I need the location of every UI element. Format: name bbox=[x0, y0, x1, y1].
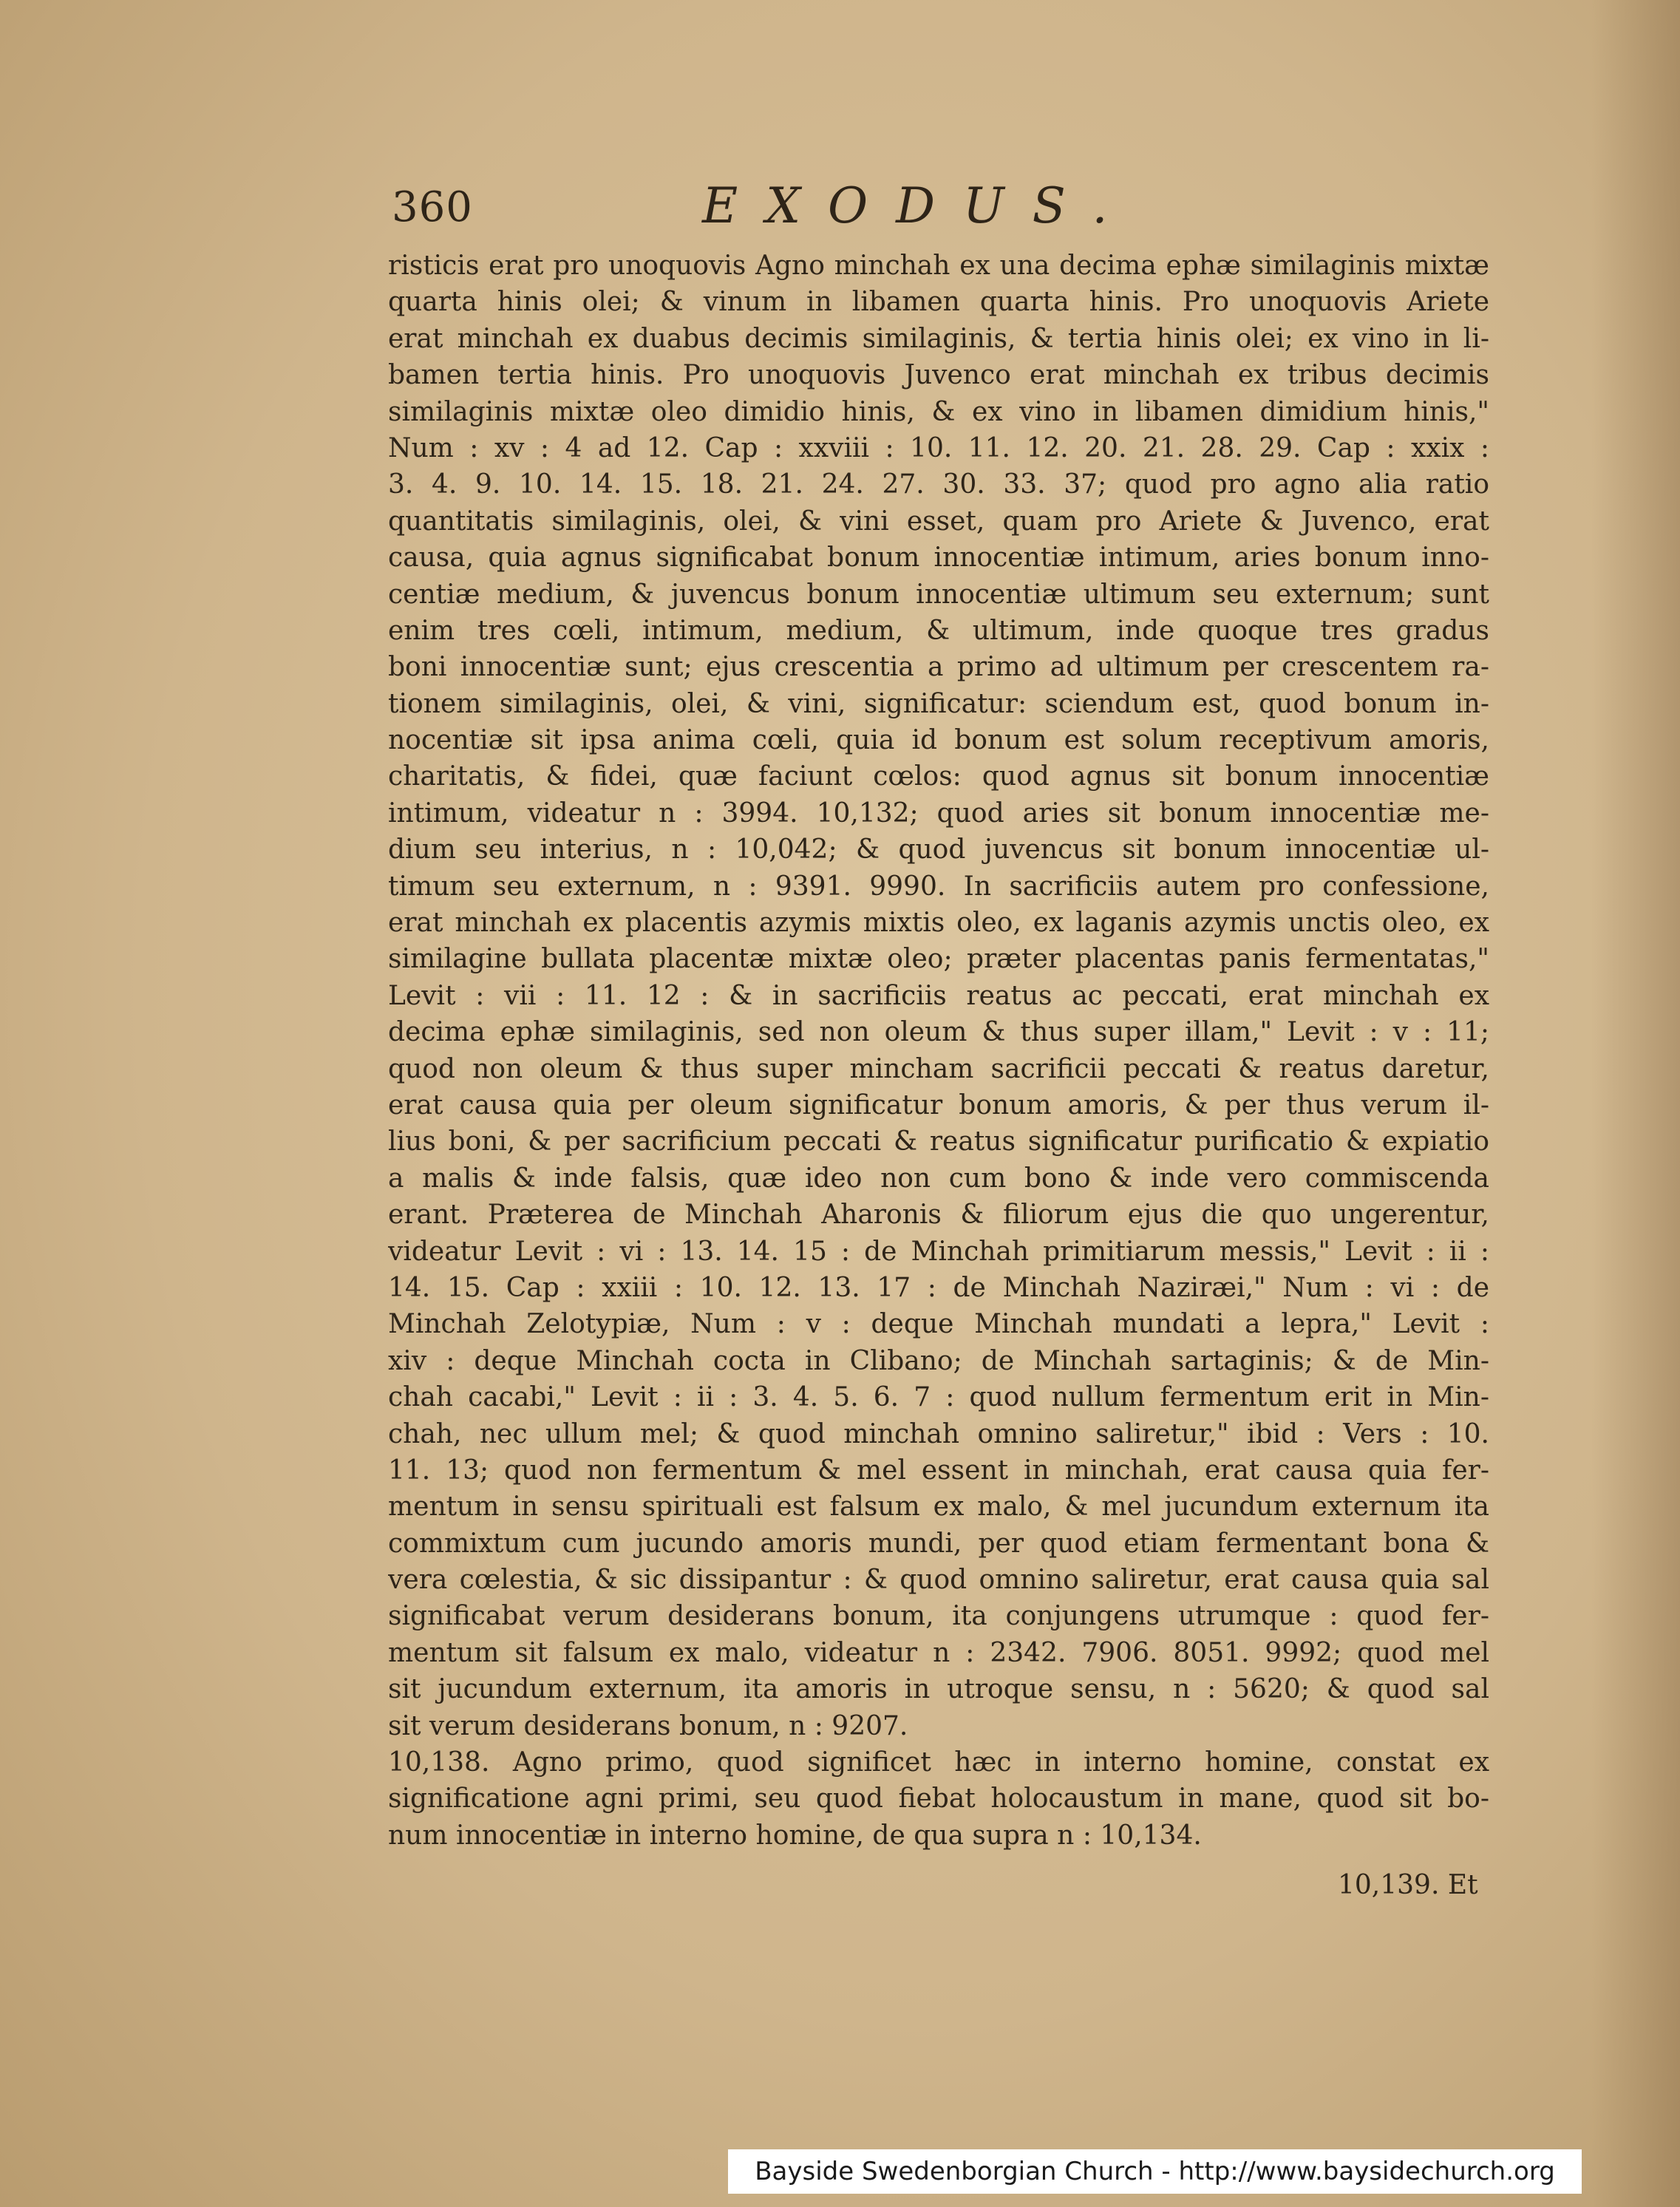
text-line: Num : xv : 4 ad 12. Cap : xxviii : 10. 11. 12. 20. 21. 28. 29. Cap : xxix : bbox=[388, 432, 1489, 463]
text-line: 10,138. Agno primo, quod significet hæc in interno homine, constat ex bbox=[388, 1747, 1489, 1778]
text-line: dium seu interius, n : 10,042; & quod juvencus sit bonum innocentiæ ul- bbox=[388, 834, 1489, 866]
text-line: chah, nec ullum mel; & quod minchah omnino saliretur," ibid : Vers : 10. bbox=[388, 1418, 1489, 1449]
page-number: 360 bbox=[392, 183, 473, 231]
text-line: vera cœlestia, & sic dissipantur : & quod omnino saliretur, erat causa quia sal bbox=[388, 1565, 1489, 1596]
text-line: erat causa quia per oleum significatur bonum amoris, & per thus verum il- bbox=[388, 1089, 1489, 1120]
text-line: commixtum cum jucundo amoris mundi, per quod etiam fermentant bona & bbox=[388, 1528, 1489, 1559]
text-line: centiæ medium, & juvencus bonum innocentiæ ultimum seu externum; sunt bbox=[388, 579, 1489, 610]
text-line: nocentiæ sit ipsa anima cœli, quia id bonum est solum receptivum amoris, bbox=[388, 725, 1489, 756]
text-line: quantitatis similaginis, olei, & vini esset, quam pro Ariete & Juvenco, erat bbox=[388, 506, 1489, 537]
text-line: enim tres cœli, intimum, medium, & ultimum, inde quoque tres gradus bbox=[388, 615, 1489, 646]
text-line: tionem similaginis, olei, & vini, significatur: sciendum est, quod bonum in- bbox=[388, 688, 1489, 719]
watermark-banner: Bayside Swedenborgian Church - http://www.baysidechurch.org bbox=[728, 2149, 1582, 2194]
text-line: 11. 13; quod non fermentum & mel essent in minchah, erat causa quia fer- bbox=[388, 1455, 1489, 1486]
binding-shadow bbox=[1591, 0, 1680, 2207]
text-line: sit verum desiderans bonum, n : 9207. bbox=[388, 1710, 908, 1741]
text-line: similagine bullata placentæ mixtæ oleo; præter placentas panis fermentatas," bbox=[388, 944, 1489, 975]
text-line: timum seu externum, n : 9391. 9990. In sacrificiis autem pro confessione, bbox=[388, 871, 1489, 902]
text-line: erat minchah ex duabus decimis similaginis, & tertia hinis olei; ex vino in li- bbox=[388, 323, 1489, 354]
text-line: charitatis, & fidei, quæ faciunt cœlos: quod agnus sit bonum innocentiæ bbox=[388, 761, 1489, 792]
text-line: 3. 4. 9. 10. 14. 15. 18. 21. 24. 27. 30. 33. 37; quod pro agno alia ratio bbox=[388, 469, 1489, 500]
text-line: 14. 15. Cap : xxiii : 10. 12. 13. 17 : de Minchah Naziræi," Num : vi : de bbox=[388, 1272, 1489, 1303]
catchword: 10,139. Et bbox=[1338, 1870, 1478, 1900]
text-line: mentum sit falsum ex malo, videatur n : 2342. 7906. 8051. 9992; quod mel bbox=[388, 1637, 1489, 1668]
text-line: sit jucundum externum, ita amoris in utroque sensu, n : 5620; & quod sal bbox=[388, 1674, 1489, 1705]
text-line: Levit : vii : 11. 12 : & in sacrificiis reatus ac peccati, erat minchah ex bbox=[388, 980, 1489, 1011]
text-line: chah cacabi," Levit : ii : 3. 4. 5. 6. 7 : quod nullum fermentum erit in Min- bbox=[388, 1382, 1489, 1413]
body-text bbox=[388, 248, 1489, 1854]
text-line: erant. Præterea de Minchah Aharonis & filiorum ejus die quo ungerentur, bbox=[388, 1200, 1489, 1231]
text-line: significabat verum desiderans bonum, ita conjungens utrumque : quod fer- bbox=[388, 1601, 1489, 1632]
page-header bbox=[392, 177, 1463, 244]
text-line: boni innocentiæ sunt; ejus crescentia a primo ad ultimum per crescentem ra- bbox=[388, 652, 1489, 683]
text-line: similaginis mixtæ oleo dimidio hinis, & ex vino in libamen dimidium hinis," bbox=[388, 396, 1489, 427]
text-line: significatione agni primi, seu quod fiebat holocaustum in mane, quod sit bo- bbox=[388, 1783, 1489, 1815]
text-line: intimum, videatur n : 3994. 10,132; quod aries sit bonum innocentiæ me- bbox=[388, 798, 1489, 829]
running-title: EXODUS. bbox=[702, 177, 1136, 234]
text-line: risticis erat pro unoquovis Agno minchah ex una decima ephæ similaginis mixtæ bbox=[388, 251, 1489, 281]
text-line: bamen tertia hinis. Pro unoquovis Juvenco erat minchah ex tribus decimis bbox=[388, 360, 1489, 391]
text-line: lius boni, & per sacrificium peccati & reatus significatur purificatio & expiatio bbox=[388, 1126, 1489, 1157]
text-line: decima ephæ similaginis, sed non oleum & thus super illam," Levit : v : 11; bbox=[388, 1017, 1489, 1048]
text-line: a malis & inde falsis, quæ ideo non cum bono & inde vero commiscenda bbox=[388, 1163, 1489, 1194]
text-line: Minchah Zelotypiæ, Num : v : deque Minchah mundati a lepra," Levit : bbox=[388, 1309, 1489, 1340]
text-line: causa, quia agnus significabat bonum innocentiæ intimum, aries bonum inno- bbox=[388, 543, 1489, 574]
text-line: videatur Levit : vi : 13. 14. 15 : de Minchah primitiarum messis," Levit : ii : bbox=[388, 1236, 1489, 1267]
text-line: erat minchah ex placentis azymis mixtis oleo, ex laganis azymis unctis oleo, ex bbox=[388, 908, 1489, 939]
text-line: xiv : deque Minchah cocta in Clibano; de Minchah sartaginis; & de Min- bbox=[388, 1345, 1489, 1376]
text-line: num innocentiæ in interno homine, de qua supra n : 10,134. bbox=[388, 1820, 1202, 1851]
text-line: quarta hinis olei; & vinum in libamen quarta hinis. Pro unoquovis Ariete bbox=[388, 287, 1489, 318]
text-line: quod non oleum & thus super mincham sacrificii peccati & reatus daretur, bbox=[388, 1053, 1489, 1084]
text-line: mentum in sensu spirituali est falsum ex malo, & mel jucundum externum ita bbox=[388, 1492, 1489, 1523]
